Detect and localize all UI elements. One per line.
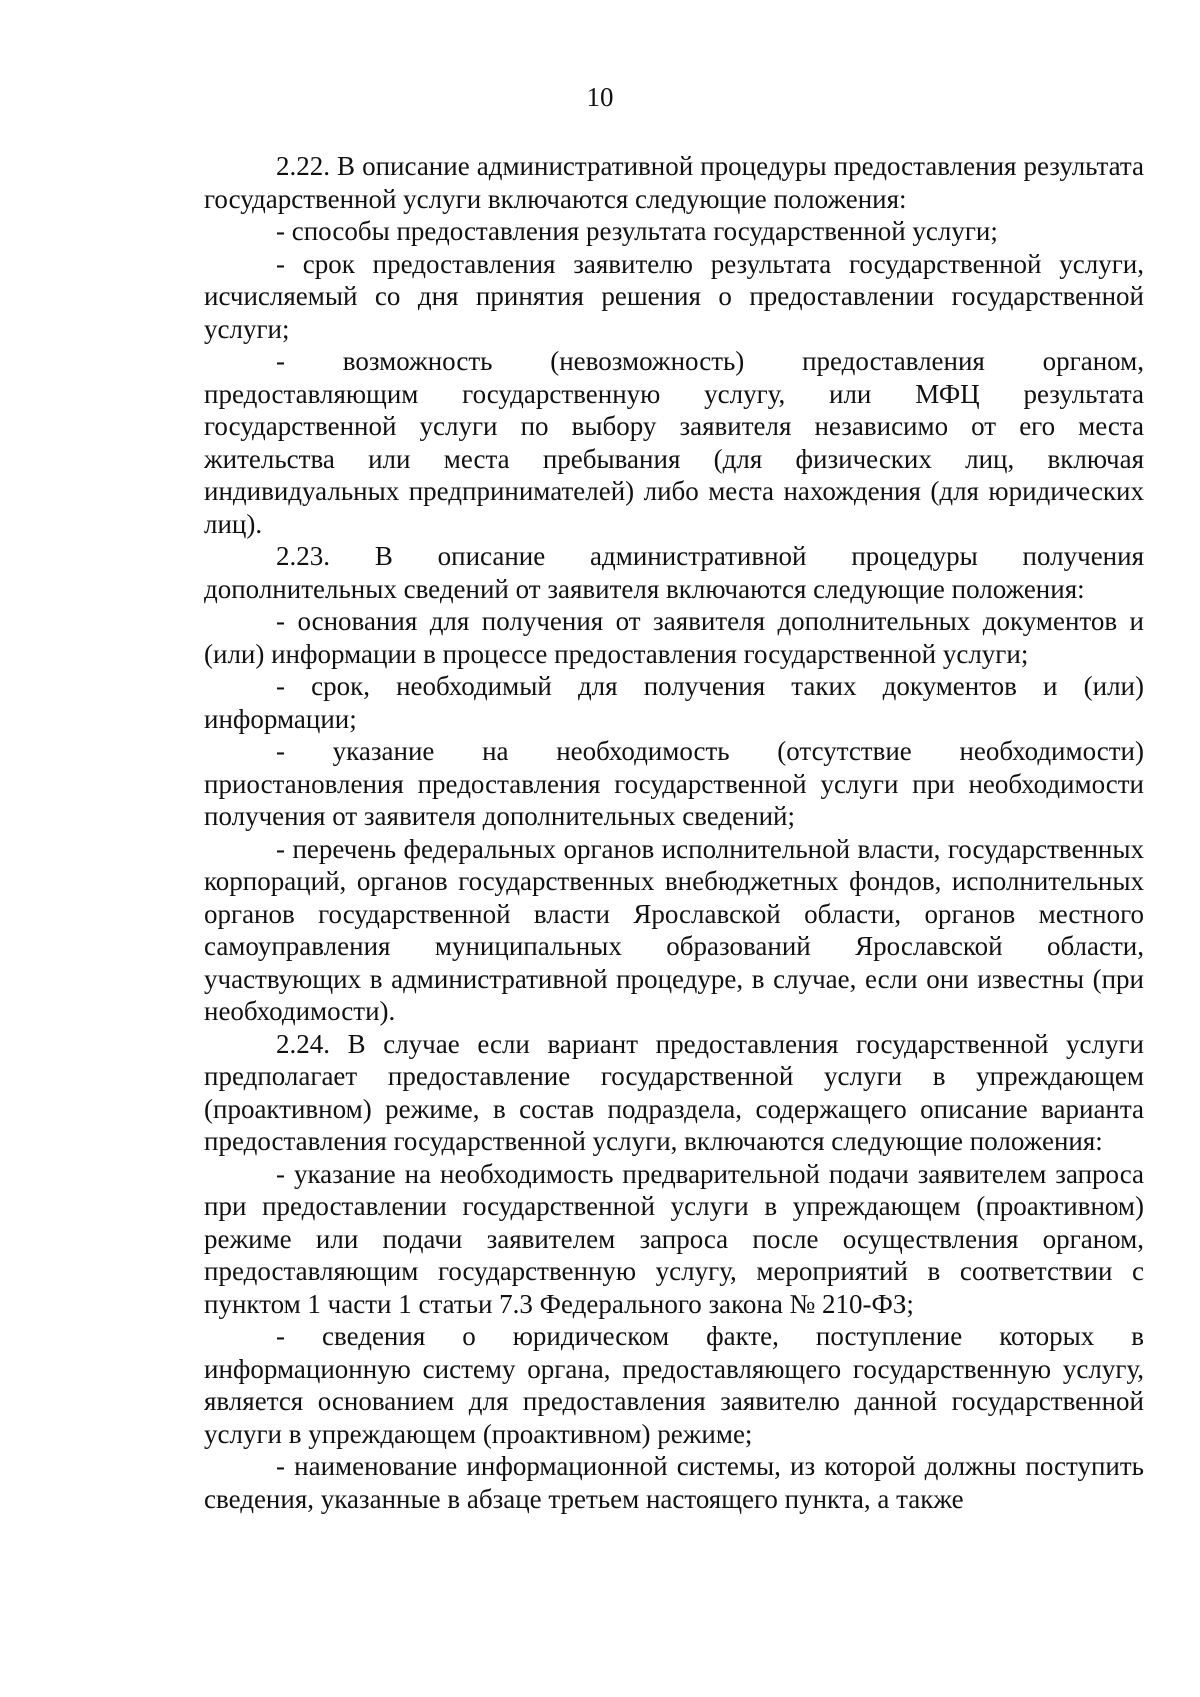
- page-number: 10: [586, 82, 614, 112]
- list-item: - возможность (невозможность) предоставления органом, предоставляющим государственную услугу, или МФЦ результата государственной услуги по выбору заявителя независимо от его места жительства или места пребывания (для физических лиц, включая индивидуальных предпринимателей) либо места нахождения (для юридических лиц).: [204, 346, 1144, 539]
- paragraph-2-23: 2.23. В описание административной процедуры получения дополнительных сведений от заявителя включаются следующие положения:: [204, 541, 1144, 604]
- list-item: - способы предоставления результата государственной услуги;: [276, 216, 998, 246]
- list-item: - срок предоставления заявителю результата государственной услуги, исчисляемый со дня принятия решения о предоставлении государственной услуги;: [204, 248, 1144, 344]
- list-item: - сведения о юридическом факте, поступление которых в информационную систему органа, предоставляющего государственную услугу, является основанием для предоставления заявителю данной государственной услуги в упреждающем (проактивном) режиме;: [204, 1321, 1144, 1449]
- list-item: - срок, необходимый для получения таких документов и (или) информации;: [204, 671, 1144, 734]
- paragraph-2-22: 2.22. В описание административной процедуры предоставления результата государственной услуги включаются следующие положения:: [204, 151, 1144, 214]
- list-item: - указание на необходимость предварительной подачи заявителем запроса при предоставлении государственной услуги в упреждающем (проактивном) режиме или подачи заявителем запроса после осуществления органом, предоставляющим государственную услугу, мероприятий в соответствии с пунктом 1 части 1 статьи 7.3 Федерального закона № 210-ФЗ;: [204, 1158, 1144, 1319]
- document-body: [204, 150, 1144, 1515]
- list-item: - наименование информационной системы, из которой должны поступить сведения, указанные в абзаце третьем настоящего пункта, а также: [204, 1451, 1144, 1514]
- list-item: - указание на необходимость (отсутствие необходимости) приостановления предоставления государственной услуги при необходимости получения от заявителя дополнительных сведений;: [204, 736, 1144, 831]
- list-item: - перечень федеральных органов исполнительной власти, государственных корпораций, органов государственных внебюджетных фондов, исполнительных органов государственной власти Ярославской области, органов местного самоуправления муниципальных образований Ярославской области, участвующих в административной процедуре, в случае, если они известны (при необходимости).: [204, 833, 1144, 1026]
- paragraph-2-24: 2.24. В случае если вариант предоставления государственной услуги предполагает предоставление государственной услуги в упреждающем (проактивном) режиме, в состав подраздела, содержащего описание варианта предоставления государственной услуги, включаются следующие положения:: [204, 1028, 1144, 1156]
- list-item: - основания для получения от заявителя дополнительных документов и (или) информации в процессе предоставления государственной услуги;: [204, 606, 1144, 669]
